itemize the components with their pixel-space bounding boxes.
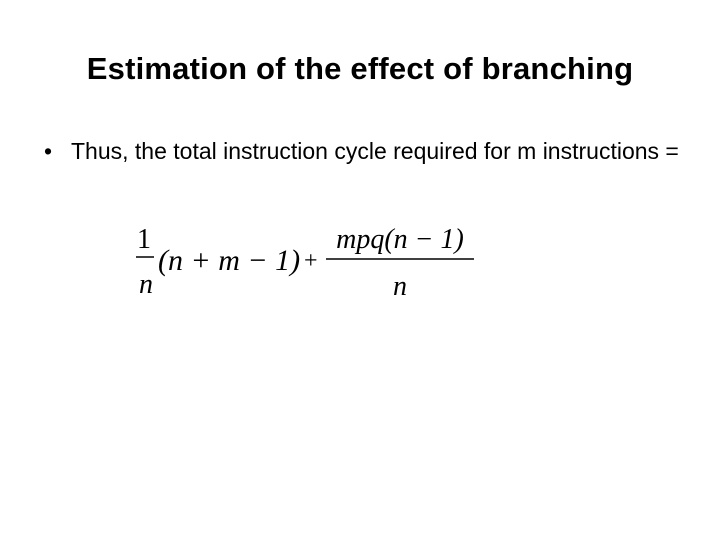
slide-title: Estimation of the effect of branching — [86, 51, 634, 86]
bullet-text: Thus, the total instruction cycle required for m instructions = — [71, 138, 679, 164]
bullet-list — [44, 133, 694, 169]
formula-graphic — [136, 222, 481, 304]
plus-sign: + — [304, 248, 318, 274]
bullet-item — [44, 133, 694, 169]
term2-numerator: mpq(n − 1) — [336, 224, 464, 255]
term1-denominator: n — [139, 269, 153, 300]
term2-denominator: n — [393, 271, 407, 302]
bullet-marker: • — [44, 138, 53, 164]
term1-body: (n + m − 1) — [158, 244, 301, 277]
formula — [136, 222, 481, 304]
term1-numerator: 1 — [137, 224, 151, 255]
